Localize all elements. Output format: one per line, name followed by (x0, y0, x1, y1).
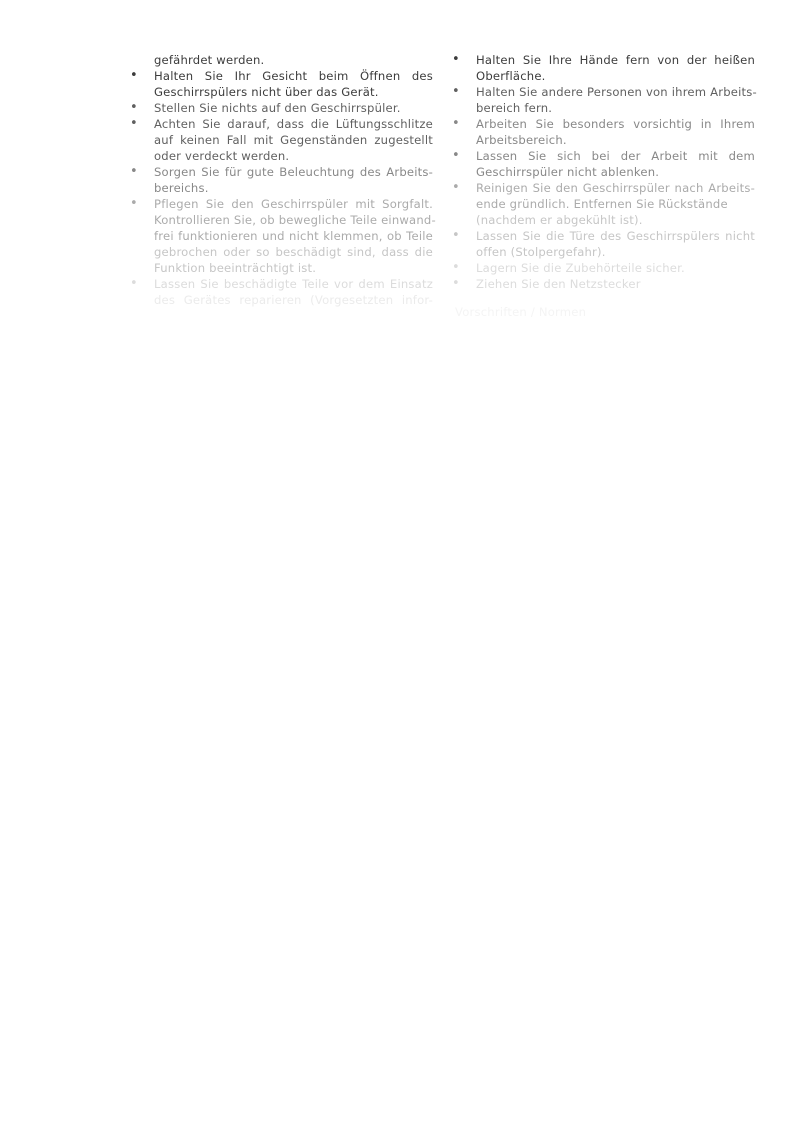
list-item-text: Funktion beeinträchtigt ist. (154, 261, 317, 275)
list-item-text: Kontrollieren Sie, ob bewegliche Teile einwand- (154, 213, 436, 227)
list-item-text: gefährdet werden. (154, 53, 265, 67)
list-item-continuation (450, 212, 755, 228)
list-item-continuation (128, 260, 433, 276)
bullet-list-item (128, 68, 433, 84)
bullet-icon: • (130, 68, 138, 83)
list-item-text: auf keinen Fall mit Gegenständen zugestellt (154, 133, 433, 147)
bullet-list-item (128, 116, 433, 132)
list-item-text: Arbeitsbereich. (476, 133, 567, 147)
list-item-text: Sorgen Sie für gute Beleuchtung des Arbeits- (154, 165, 433, 179)
list-item-continuation (450, 100, 755, 116)
list-item-text: frei funktionieren und nicht klemmen, ob Teile (154, 229, 433, 243)
bullet-list-item (128, 164, 433, 180)
list-item-continuation (128, 292, 433, 308)
bullet-list-item (450, 180, 755, 196)
list-item-text: Pflegen Sie den Geschirrspüler mit Sorgfalt. (154, 197, 433, 211)
list-item-continuation (128, 148, 433, 164)
bullet-list-item (128, 276, 433, 292)
list-item-text: Geschirrspülers nicht über das Gerät. (154, 85, 379, 99)
list-item-text: (nachdem er abgekühlt ist). (476, 213, 643, 227)
list-item-text: bereichs. (154, 181, 209, 195)
list-item-text: Reinigen Sie den Geschirrspüler nach Arbeits- (476, 181, 755, 195)
bullet-icon: • (130, 116, 138, 131)
list-item-text: Achten Sie darauf, dass die Lüftungsschlitze (154, 117, 433, 131)
list-item-text: des Gerätes reparieren (Vorgesetzten infor- (154, 293, 433, 307)
list-item-text: Lassen Sie sich bei der Arbeit mit dem (476, 149, 755, 163)
section-heading: Vorschriften / Normen (455, 305, 587, 319)
list-item-text: bereich fern. (476, 101, 553, 115)
bullet-list-item (450, 228, 755, 244)
list-item-text: Oberfläche. (476, 69, 546, 83)
list-item-continuation (128, 52, 433, 68)
list-item-text: gebrochen oder so beschädigt sind, dass die (154, 245, 433, 259)
list-item-text: Arbeiten Sie besonders vorsichtig in Ihrem (476, 117, 755, 131)
bullet-icon: • (452, 148, 460, 163)
bullet-list-item (450, 276, 755, 292)
list-item-continuation (450, 196, 755, 212)
list-item-continuation (450, 132, 755, 148)
bullet-icon: • (130, 196, 138, 211)
bullet-icon: • (452, 180, 460, 195)
bullet-list-item (128, 196, 433, 212)
right-text-column (450, 52, 755, 292)
bullet-list-item (450, 84, 755, 100)
list-item-text: Halten Sie Ihre Hände fern von der heißen (476, 53, 755, 67)
list-item-continuation (128, 244, 433, 260)
bullet-icon: • (452, 116, 460, 131)
list-item-continuation (128, 180, 433, 196)
list-item-continuation (450, 68, 755, 84)
list-item-continuation (128, 84, 433, 100)
bullet-icon: • (452, 52, 460, 67)
list-item-continuation (450, 244, 755, 260)
bullet-list-item (450, 116, 755, 132)
list-item-text: Lassen Sie beschädigte Teile vor dem Einsatz (154, 277, 433, 291)
bullet-list-item (450, 148, 755, 164)
list-item-text: Halten Sie Ihr Gesicht beim Öffnen des (154, 69, 433, 83)
bullet-list-item (128, 100, 433, 116)
bullet-icon: • (452, 276, 460, 291)
list-item-text: oder verdeckt werden. (154, 149, 290, 163)
list-item-text: Halten Sie andere Personen von ihrem Arbeits- (476, 85, 757, 99)
list-item-text: Lagern Sie die Zubehörteile sicher. (476, 261, 685, 275)
bullet-list-item (450, 52, 755, 68)
bullet-icon: • (130, 164, 138, 179)
bullet-icon: • (130, 100, 138, 115)
list-item-continuation (128, 132, 433, 148)
bullet-icon: • (452, 228, 460, 243)
list-item-continuation (128, 228, 433, 244)
bullet-icon: • (452, 260, 460, 275)
list-item-text: Ziehen Sie den Netzstecker (476, 277, 641, 291)
list-item-text: Lassen Sie die Türe des Geschirrspülers nicht (476, 229, 755, 243)
list-item-continuation (450, 164, 755, 180)
list-item-text: ende gründlich. Entfernen Sie Rückstände (476, 197, 728, 211)
bullet-icon: • (452, 84, 460, 99)
list-item-text: Geschirrspüler nicht ablenken. (476, 165, 660, 179)
bullet-list-item (450, 260, 755, 276)
left-text-column (128, 52, 436, 308)
list-item-continuation (128, 212, 436, 228)
list-item-text: Stellen Sie nichts auf den Geschirrspüler. (154, 101, 401, 115)
list-item-text: offen (Stolpergefahr). (476, 245, 606, 259)
bullet-icon: • (130, 276, 138, 291)
